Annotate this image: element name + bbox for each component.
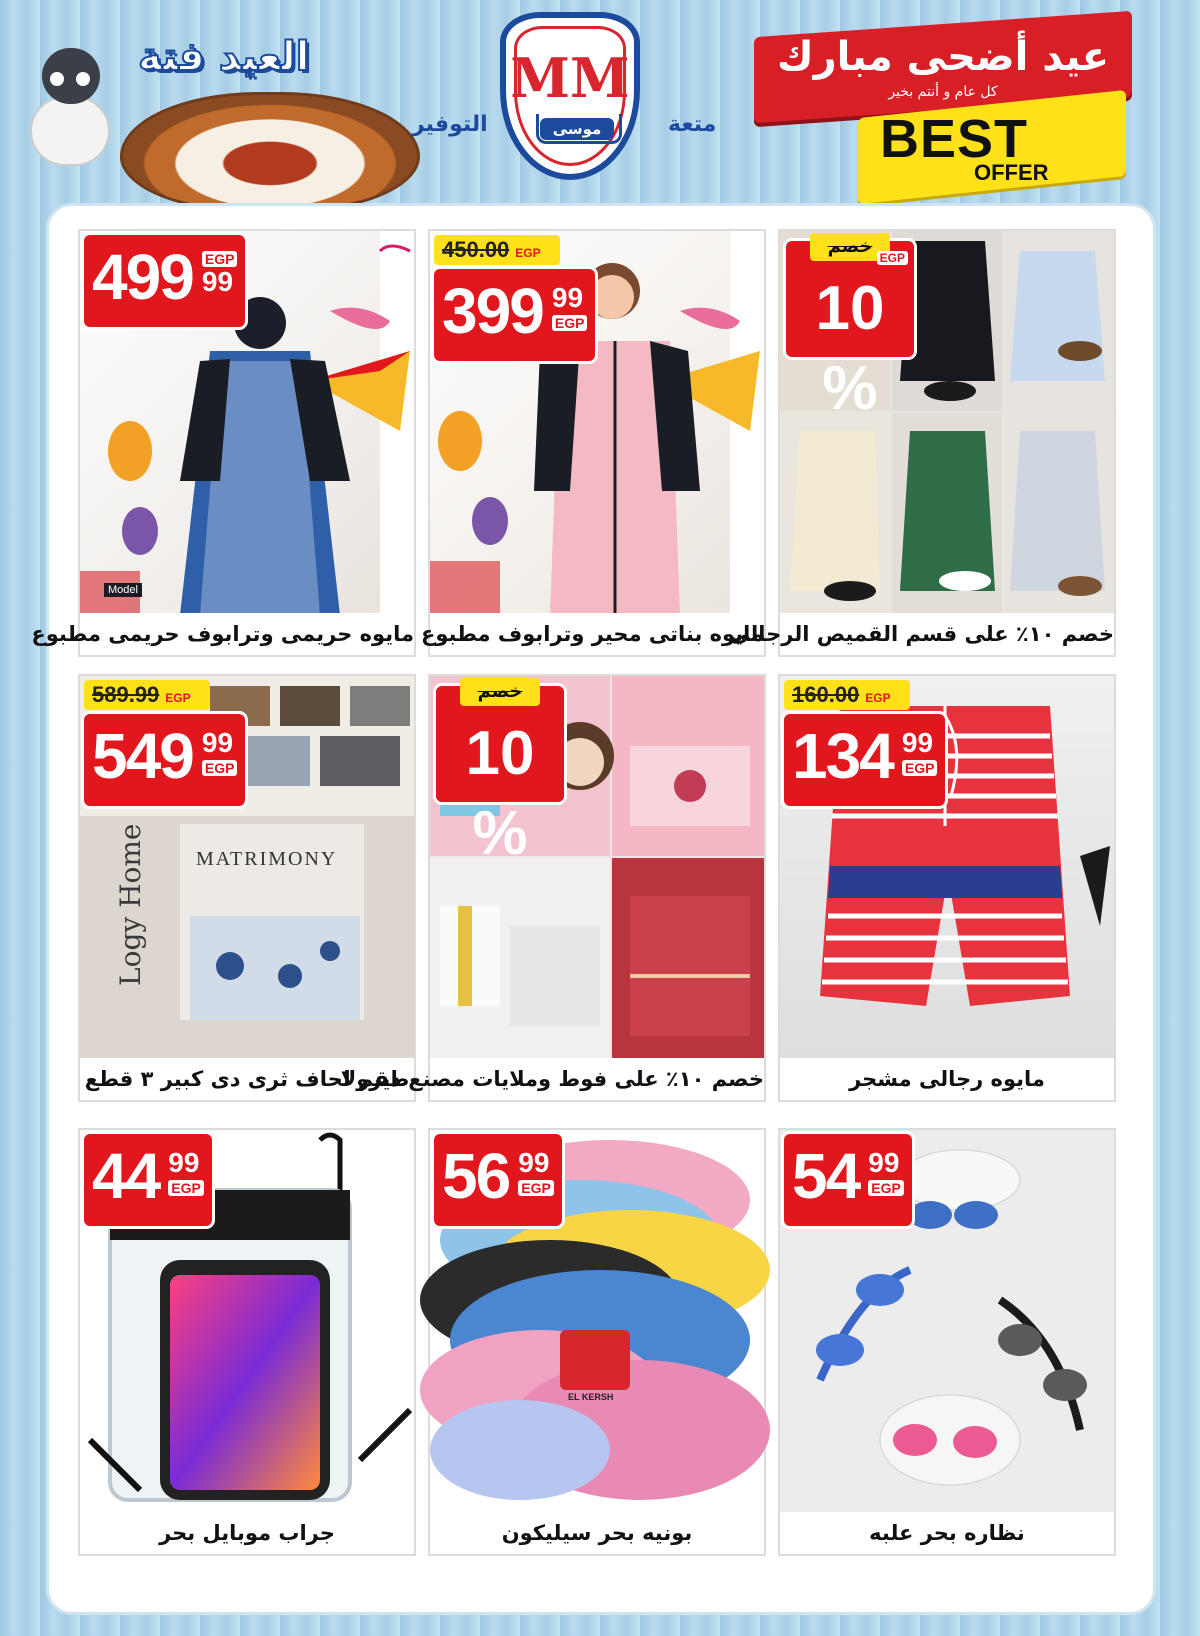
price-cents: 99 xyxy=(201,727,234,758)
price-cents: 99 xyxy=(551,282,584,313)
header xyxy=(0,0,1200,195)
price-currency: EGP xyxy=(902,760,938,776)
model-tag: Model xyxy=(104,583,142,597)
price-main: 56 xyxy=(442,1140,510,1212)
product-label: جراب موبايل بحر xyxy=(80,1512,414,1554)
price-cents: 99 xyxy=(901,727,934,758)
product-label: بونيه بحر سيليكون xyxy=(430,1512,764,1554)
discount-value: 10 % xyxy=(815,274,885,423)
eid-logo-text: العيد فتة xyxy=(138,34,310,80)
discount-value: 10 % xyxy=(465,719,535,868)
price-cents: 99 xyxy=(518,1147,550,1178)
store-name: موسى xyxy=(540,118,614,140)
product-card-phone-pouch[interactable] xyxy=(78,1128,416,1556)
product-card-men-shorts[interactable] xyxy=(778,674,1116,1102)
price-badge xyxy=(784,714,945,806)
price-main: 134 xyxy=(792,720,893,792)
product-label: مايوه حريمى وترابوف حريمى مطبوع xyxy=(80,613,414,655)
sheep-icon xyxy=(22,36,122,186)
price-currency: EGP xyxy=(202,251,238,267)
eid-greeting: عيد أضحى مبارك xyxy=(776,34,1110,80)
product-label: خصم ١٠٪ على قسم القميص الرجالى xyxy=(780,613,1114,655)
price-main: 399 xyxy=(442,275,543,347)
brand-text: MATRIMONY xyxy=(196,848,338,870)
product-label: مايوه بناتى محير وترابوف مطبوع xyxy=(430,613,764,655)
price-badge xyxy=(84,1134,212,1226)
product-label: خصم ١٠٪ على فوط وملايات مصنع ديرولا xyxy=(430,1058,764,1100)
discount-currency: EGP xyxy=(877,251,908,265)
product-card-towels[interactable] xyxy=(340,674,766,1102)
tagline-right: متعة xyxy=(668,112,717,137)
price-main: 44 xyxy=(92,1140,160,1212)
product-card-swim-caps[interactable] xyxy=(428,1128,766,1556)
product-label: نظاره بحر علبه xyxy=(780,1512,1114,1554)
price-currency: EGP xyxy=(518,1180,554,1196)
best-label: BEST xyxy=(880,109,1029,169)
brand-text: EL KERSH xyxy=(568,1392,614,1402)
price-badge xyxy=(84,714,245,806)
price-currency: EGP xyxy=(868,1180,904,1196)
old-price xyxy=(84,680,210,710)
store-shield-icon xyxy=(500,12,640,180)
price-badge xyxy=(784,1134,912,1226)
old-price-currency: EGP xyxy=(865,691,891,705)
discount-badge xyxy=(786,236,914,423)
price-cents: 99 xyxy=(868,1147,900,1178)
product-card-goggles[interactable] xyxy=(778,1128,1116,1556)
product-card-girl-swimsuit[interactable] xyxy=(420,229,766,657)
eid-subtitle: كل عام و أنتم بخير xyxy=(888,84,998,100)
fatta-bowl-image xyxy=(120,92,420,212)
price-main: 549 xyxy=(92,720,193,792)
product-card-duvet[interactable] xyxy=(78,674,416,1102)
tagline-left: التوفير xyxy=(412,112,488,137)
logo-letters: MM xyxy=(510,46,630,110)
price-currency: EGP xyxy=(552,315,588,331)
product-card-shirts[interactable] xyxy=(729,229,1116,657)
product-card-women-swimsuit[interactable] xyxy=(31,229,416,657)
price-cents: 99 xyxy=(201,266,234,297)
old-price xyxy=(434,235,560,265)
discount-tag: خصم xyxy=(810,233,890,261)
price-currency: EGP xyxy=(202,760,238,776)
price-cents: 99 xyxy=(168,1147,200,1178)
svg-text:Logy Home: Logy Home xyxy=(114,823,147,986)
old-price-value: 450.00 xyxy=(442,237,510,262)
price-badge xyxy=(84,235,245,327)
price-main: 499 xyxy=(92,241,193,313)
old-price-value: 589.99 xyxy=(92,682,160,707)
discount-tag: خصم xyxy=(460,678,540,706)
discount-badge xyxy=(436,681,564,868)
price-badge xyxy=(434,1134,562,1226)
store-logo xyxy=(480,12,660,182)
old-price-currency: EGP xyxy=(165,691,191,705)
old-price-currency: EGP xyxy=(515,246,541,260)
price-badge xyxy=(434,269,595,361)
old-price xyxy=(784,680,910,710)
price-currency: EGP xyxy=(168,1180,204,1196)
product-label: مايوه رجالى مشجر xyxy=(780,1058,1114,1100)
price-main: 54 xyxy=(792,1140,860,1212)
product-label: طقم لحاف ثرى دى كبير ٣ قطع xyxy=(80,1058,414,1100)
offer-label: OFFER xyxy=(974,160,1049,185)
eid-fatta-logo xyxy=(10,12,430,192)
old-price-value: 160.00 xyxy=(792,682,860,707)
